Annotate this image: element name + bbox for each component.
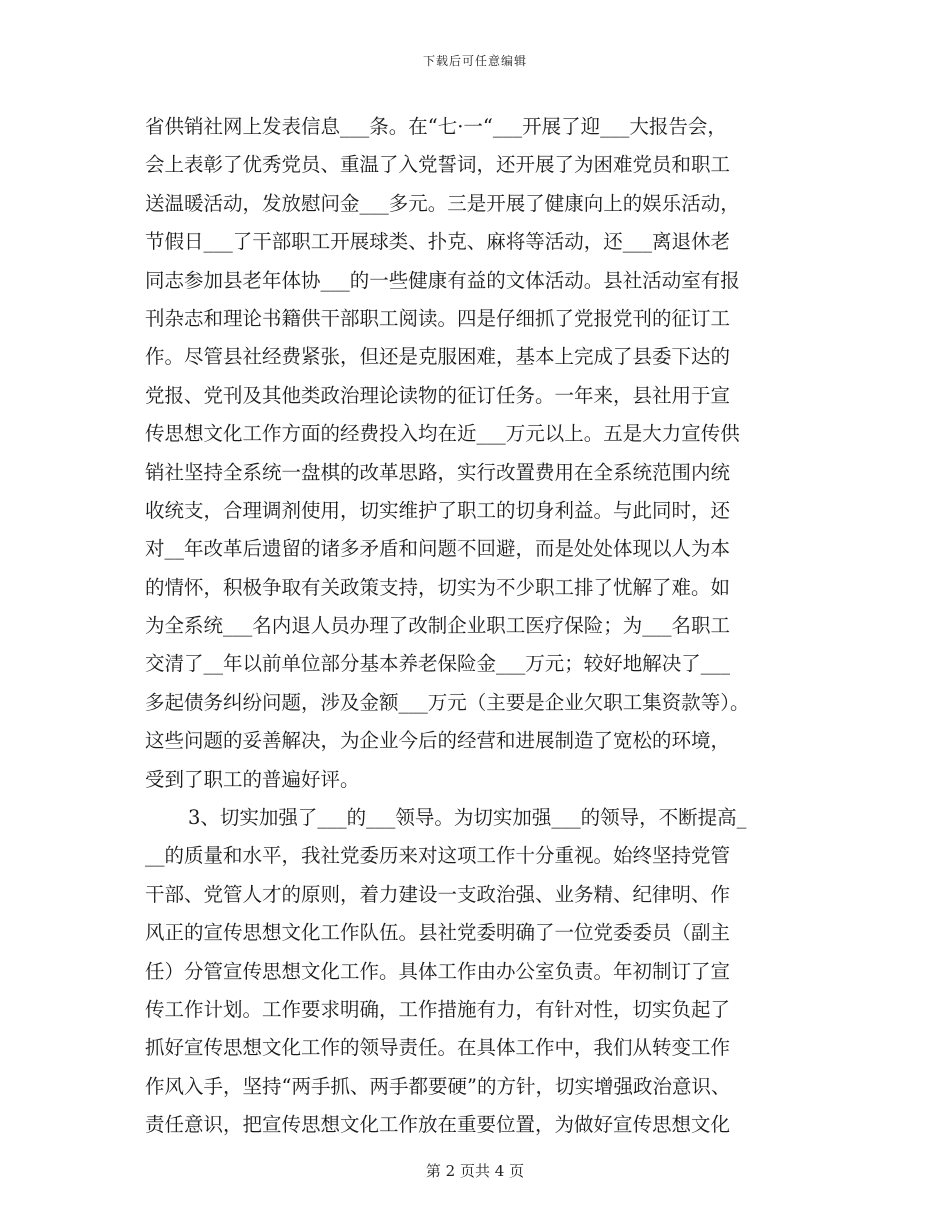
text-line: 风正的宣传思想文化工作队伍。县社党委明确了一位党委委员（副主 xyxy=(145,921,731,945)
text-line: 销社坚持全系统一盘棋的改革思路，实行改置费用在全系统范围内统 xyxy=(145,460,731,484)
text-line: 任）分管宣传思想文化工作。具体工作由办公室负责。年初制订了宣 xyxy=(145,959,731,983)
text-line: 作。尽管县社经费紧张，但还是克服困难，基本上完成了县委下达的 xyxy=(145,345,731,369)
text-line: 责任意识，把宣传思想文化工作放在重要位置，为做好宣传思想文化 xyxy=(145,1113,731,1137)
text-line: 作风入手，坚持“两手抓、两手都要硬”的方针，切实增强政治意识、 xyxy=(145,1074,731,1098)
text-line: __的质量和水平，我社党委历来对这项工作十分重视。始终坚持党管 xyxy=(145,844,731,868)
document-body xyxy=(145,108,813,1145)
text-line: 受到了职工的普遍好评。 xyxy=(145,767,360,791)
paragraph-start-line: 3、切实加强了___的___领导。为切实加强___的领导，不断提高_ xyxy=(188,806,747,830)
text-line: 干部、党管人才的原则，着力建设一支政治强、业务精、纪律明、作 xyxy=(145,882,731,906)
text-line: 为全系统___名内退人员办理了改制企业职工医疗保险；为___名职工 xyxy=(145,614,731,638)
text-line: 交清了__年以前单位部分基本养老保险金___万元；较好地解决了___ xyxy=(145,652,731,676)
text-line: 节假日___了干部职工开展球类、扑克、麻将等活动，还___离退休老 xyxy=(145,230,731,254)
text-line: 多起债务纠纷问题，涉及金额___万元（主要是企业欠职工集资款等）。 xyxy=(145,690,750,714)
text-line: 省供销社网上发表信息___条。在“七·一“___开展了迎___大报告会， xyxy=(145,115,727,138)
text-line: 抓好宣传思想文化工作的领导责任。在具体工作中，我们从转变工作 xyxy=(145,1036,731,1060)
page-header: 下载后可任意编辑 xyxy=(422,54,527,68)
text-line: 党报、党刊及其他类政治理论读物的征订任务。一年来，县社用于宣 xyxy=(145,383,731,407)
text-line: 同志参加县老年体协___的一些健康有益的文体活动。县社活动室有报 xyxy=(145,268,740,292)
text-line: 的情怀，积极争取有关政策支持，切实为不少职工排了忧解了难。如 xyxy=(145,575,731,599)
page-number-footer: 第 2 页共 4 页 xyxy=(425,1162,525,1180)
text-line: 这些问题的妥善解决，为企业今后的经营和进展制造了宽松的环境， xyxy=(145,729,731,753)
text-line: 刊杂志和理论书籍供干部职工阅读。四是仔细抓了党报党刊的征订工 xyxy=(145,306,731,330)
text-line: 送温暖活动，发放慰问金___多元。三是开展了健康向上的娱乐活动， xyxy=(145,191,740,215)
text-line: 对__年改革后遗留的诸多矛盾和问题不回避，而是处处体现以人为本 xyxy=(145,537,731,561)
text-line: 传工作计划。工作要求明确，工作措施有力，有针对性，切实负起了 xyxy=(145,997,731,1021)
text-line: 会上表彰了优秀党员、重温了入党誓词，还开展了为困难党员和职工 xyxy=(145,153,731,177)
text-line: 传思想文化工作方面的经费投入均在近___万元以上。五是大力宣传供 xyxy=(145,422,740,446)
text-line: 收统支，合理调剂使用，切实维护了职工的切身利益。与此同时，还 xyxy=(145,498,731,522)
